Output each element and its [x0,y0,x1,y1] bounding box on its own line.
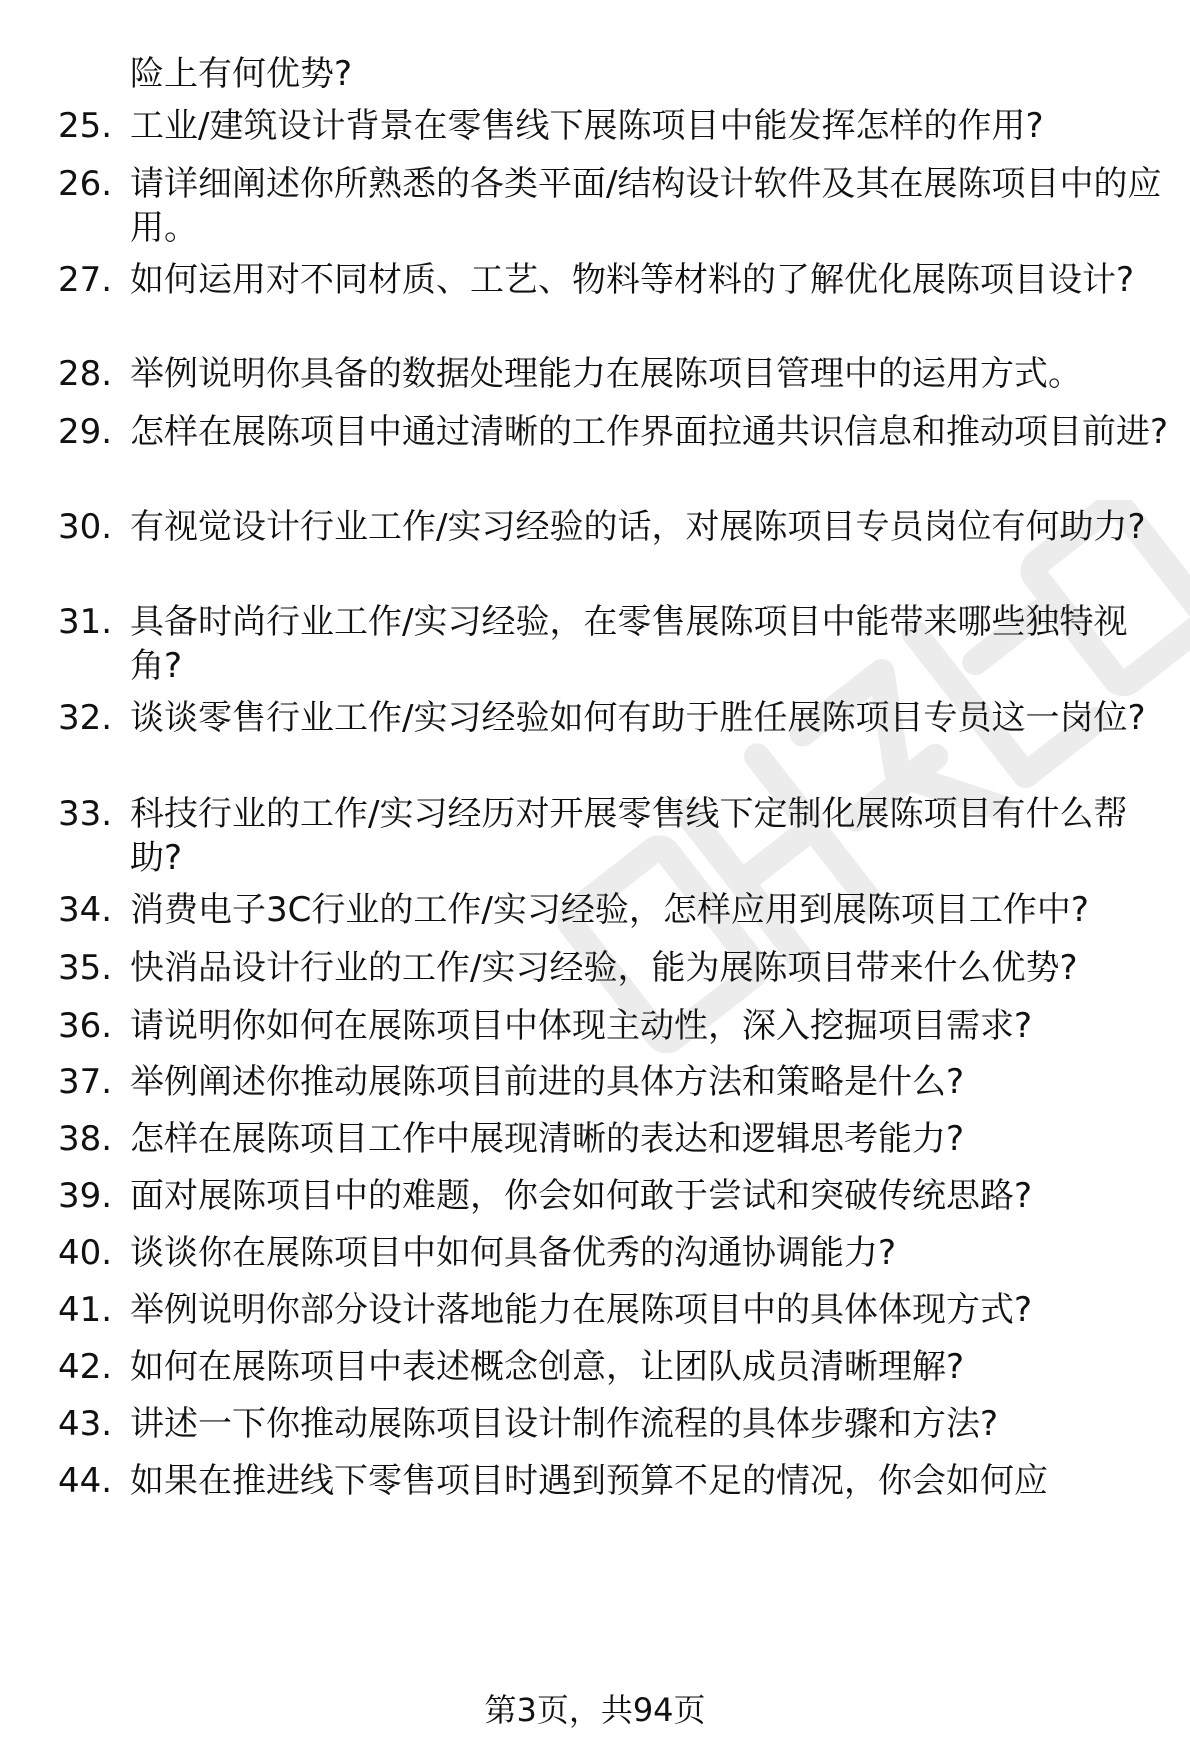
question-number: 36. [58,1006,113,1046]
question-number: 32. [58,698,113,738]
question-text: 举例说明你部分设计落地能力在展陈项目中的具体体现方式? [130,1290,1033,1330]
question-text: 怎样在展陈项目中通过清晰的工作界面拉通共识信息和推动项目前进? [130,412,1169,452]
question-text: 快消品设计行业的工作/实习经验，能为展陈项目带来什么优势? [130,948,1078,988]
question-number: 27. [58,260,113,300]
question-number: 30. [58,507,113,547]
question-number: 26. [58,164,113,204]
question-text: 消费电子3C行业的工作/实习经验，怎样应用到展陈项目工作中? [130,890,1089,930]
question-number: 31. [58,602,113,642]
question-text: 有视觉设计行业工作/实习经验的话，对展陈项目专员岗位有何助力? [130,507,1146,547]
question-text: 具备时尚行业工作/实习经验，在零售展陈项目中能带来哪些独特视角? [130,602,1128,686]
question-text: 谈谈你在展陈项目中如何具备优秀的沟通协调能力? [130,1233,897,1273]
question-text: 怎样在展陈项目工作中展现清晰的表达和逻辑思考能力? [130,1119,965,1159]
question-number: 37. [58,1062,113,1102]
question-number: 34. [58,890,113,930]
question-number: 40. [58,1233,113,1273]
continued-question-text: 险上有何优势? [130,54,353,94]
question-text: 举例阐述你推动展陈项目前进的具体方法和策略是什么? [130,1062,965,1102]
question-text: 请说明你如何在展陈项目中体现主动性，深入挖掘项目需求? [130,1006,1033,1046]
question-text: 科技行业的工作/实习经历对开展零售线下定制化展陈项目有什么帮助? [130,794,1128,878]
question-number: 38. [58,1119,113,1159]
question-text: 谈谈零售行业工作/实习经验如何有助于胜任展陈项目专员这一岗位? [130,698,1146,738]
question-number: 44. [58,1461,113,1501]
page-footer: 第3页，共94页 [484,1691,706,1729]
question-text: 工业/建筑设计背景在零售线下展陈项目中能发挥怎样的作用? [130,106,1044,146]
question-text: 讲述一下你推动展陈项目设计制作流程的具体步骤和方法? [130,1404,999,1444]
question-text: 如果在推进线下零售项目时遇到预算不足的情况，你会如何应 [130,1461,1048,1501]
question-text: 如何运用对不同材质、工艺、物料等材料的了解优化展陈项目设计? [130,260,1135,300]
question-text: 请详细阐述你所熟悉的各类平面/结构设计软件及其在展陈项目中的应用。 [130,164,1162,248]
question-number: 41. [58,1290,113,1330]
question-text: 举例说明你具备的数据处理能力在展陈项目管理中的运用方式。 [130,354,1082,394]
question-number: 42. [58,1347,113,1387]
question-text: 面对展陈项目中的难题，你会如何敢于尝试和突破传统思路? [130,1176,1033,1216]
question-number: 35. [58,948,113,988]
question-text: 如何在展陈项目中表述概念创意，让团队成员清晰理解? [130,1347,965,1387]
question-number: 29. [58,412,113,452]
question-number: 43. [58,1404,113,1444]
question-number: 28. [58,354,113,394]
question-number: 39. [58,1176,113,1216]
question-number: 25. [58,106,113,146]
question-number: 33. [58,794,113,834]
